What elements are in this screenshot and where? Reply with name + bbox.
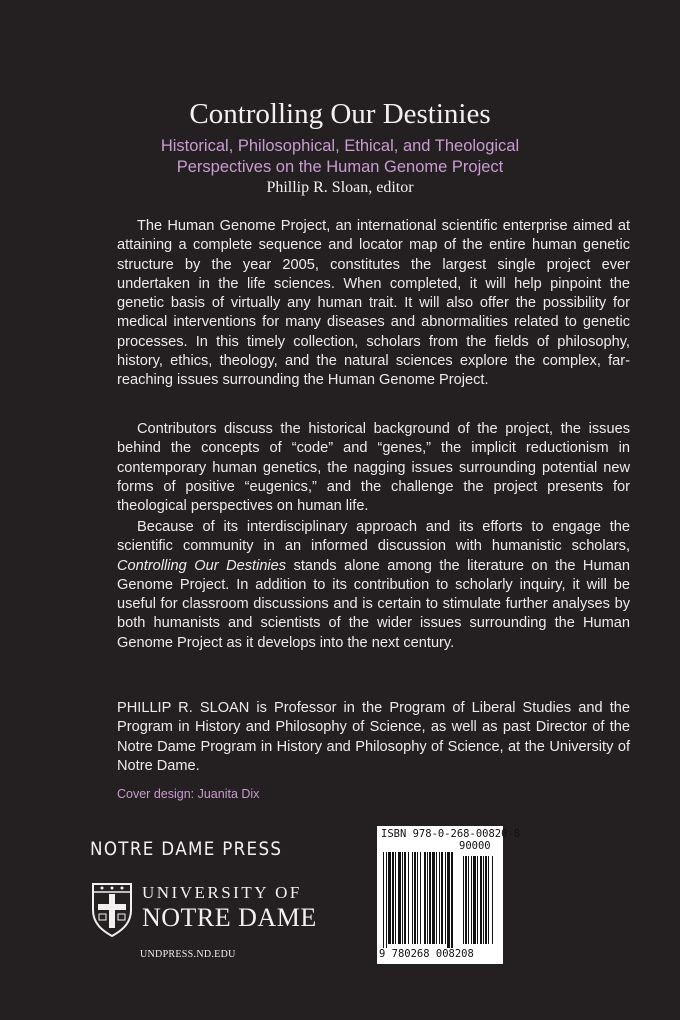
cover-design-credit: Cover design: Juanita Dix [117,787,260,801]
subtitle-line-2: Perspectives on the Human Genome Project [176,158,504,176]
author-bio: PHILLIP R. SLOAN is Professor in the Program of Liberal Studies and the Program in History and Philosophy of Science, as well as past Director of the Notre Dame Program in History and Philosophy of Science, at the University of Notre Dame. [117,700,630,774]
barcode-addon-bar [463,856,464,944]
university-name-line-1: UNIVERSITY OF [142,883,302,902]
barcode-bar [424,852,426,944]
press-website: UNDPRESS.ND.EDU [140,949,236,960]
barcode-bar [445,852,446,944]
barcode-bar [441,852,443,944]
book-subtitle [90,136,590,178]
barcode-addon-bar [492,856,493,944]
barcode-bar [388,852,391,944]
description-paragraph-3 [117,518,630,653]
press-name: NOTRE DAME PRESS [90,838,283,860]
university-name-line-2: NOTRE DAME [142,903,317,932]
barcode-bar [404,852,406,944]
paragraph-text: Contributors discuss the historical background of the project, the issues behind the concepts of “code” and “genes,” the implicit reductionism in contemporary human genetics, the nagging issues surrounding potential new forms of positive “eugenics,” and the challenge the project presents for theological perspectives on human life. [117,421,630,515]
book-title: Controlling Our Destinies [189,98,491,130]
barcode-bar [432,852,435,944]
paragraph-text: The Human Genome Project, an international scientific enterprise aimed at attaining a complete sequence and locator map of the entire human genetic structure by the year 2005, constitutes the largest single project ever undertaken in the life sciences. When completed, it will help pinpoint the genetic basis of virtually any human trait. It will also offer the possibility for medical interventions for many diseases and abnormalities related to genetic processes. In this timely collection, scholars from the fields of philosophy, history, ethics, theology, and the natural sciences explore the complex, far-reaching issues surrounding the Human Genome Project. [117,218,630,389]
subtitle-line-1: Historical, Philosophical, Ethical, and Theological [160,137,520,155]
barcode-bar [447,852,450,948]
barcode-addon-bar [485,856,487,944]
barcode-addon-bar [477,856,478,944]
barcode-bar [439,852,440,944]
paragraph-text [117,518,630,653]
barcode-addon-bar [465,856,467,944]
barcode-bar [392,852,394,944]
paragraph-lead: Because of its interdisciplinary approach and its efforts to engage the scientific community in an informed discussion with humanistic scholars, [117,519,630,555]
barcode-addon-bar [483,856,484,944]
barcode-bar [412,852,413,944]
barcode-bar [451,852,453,948]
barcode-addon-bar [468,856,469,944]
barcode-bar [383,852,384,948]
barcode-bars [381,842,499,948]
barcode-bar [402,852,403,944]
university-shield-icon [90,880,134,938]
ean-digits: 9 780268 008208 [379,948,474,960]
barcode-bar [417,852,418,944]
barcode-bar [429,852,431,944]
barcode-addon-bar [473,856,476,944]
book-title-italic: Controlling Our Destinies [117,557,287,574]
price-code: 90000 [459,840,491,852]
barcode-addon-bar [488,856,489,944]
barcode-bar [395,852,396,944]
barcode-addon-bar [471,856,472,944]
barcode-bar [408,852,409,944]
barcode-bar [386,852,387,948]
isbn-barcode [377,826,521,964]
isbn-number: ISBN 978-0-268-00820-8 [381,828,521,840]
barcode-bar [436,852,437,944]
editor-credit: Phillip R. Sloan, editor [266,179,414,196]
barcode-bar [414,852,416,944]
description-paragraph-2 [117,420,630,516]
barcode-addon-bar [480,856,482,944]
barcode-bar [420,852,421,944]
description-paragraph-1 [117,217,630,391]
barcode-bar [398,852,401,944]
paragraph-tail: stands alone among the literature on the Human Genome Project. In addition to its contribution to scholarly inquiry, it will be useful for classroom discussions and is certain to stimulate further analyses by both humanists and scientists of the wider issues surrounding the Human Genome Project as it develops into the next century. [117,557,630,651]
barcode-bar [427,852,428,944]
